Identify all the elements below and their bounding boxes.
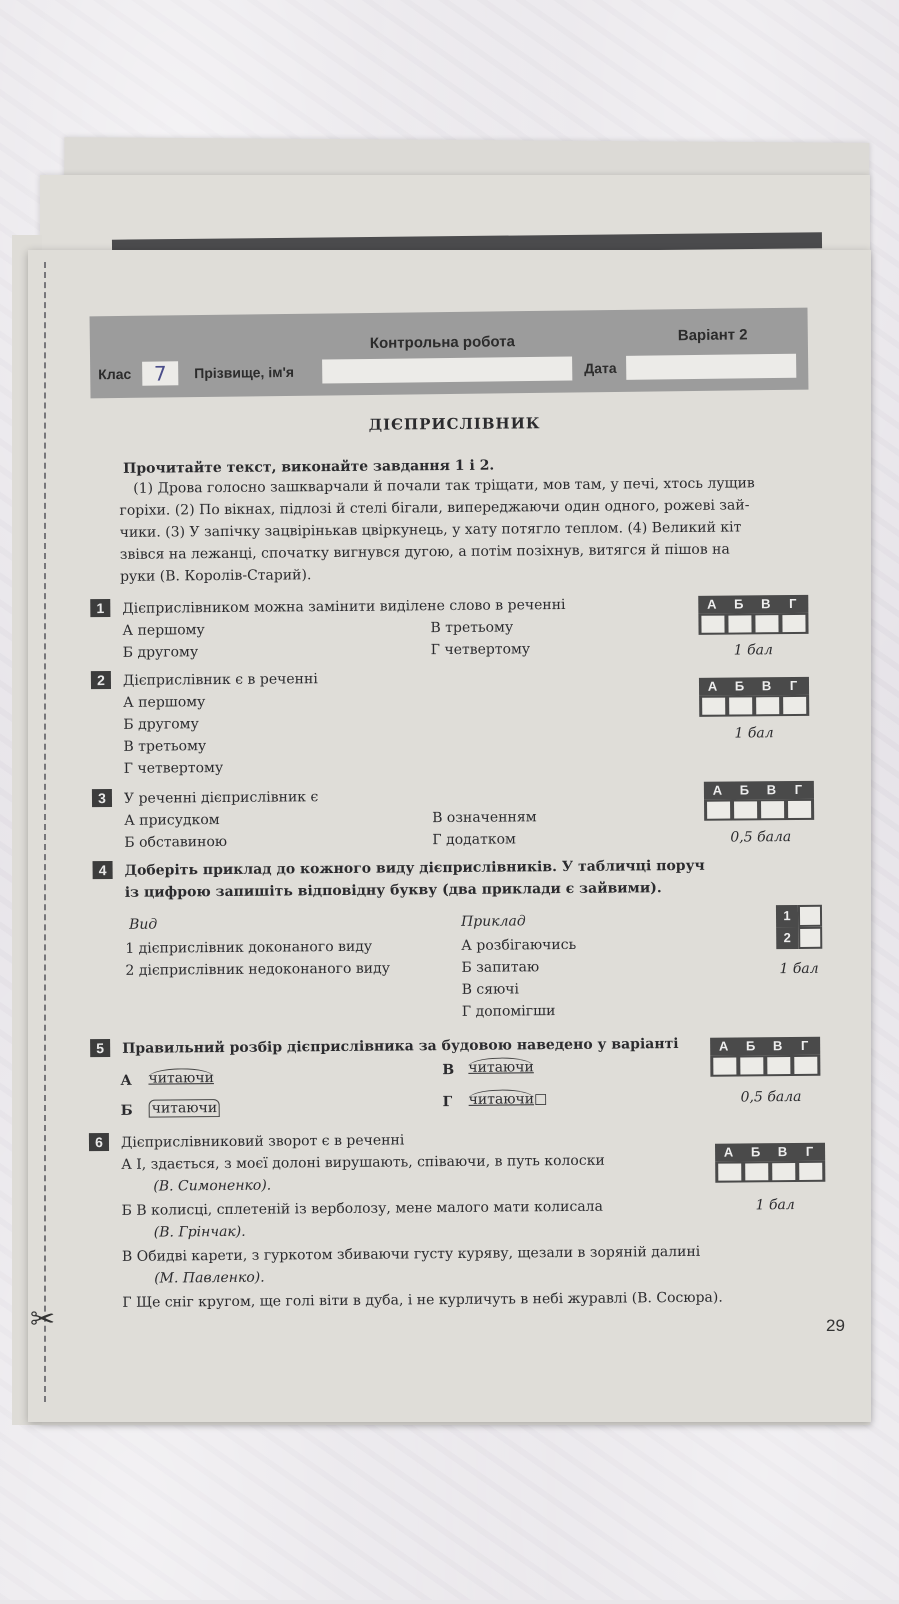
answer-grid[interactable]: А Б В Г	[710, 1037, 820, 1077]
task-question: Правильний розбір дієприслівника за будовою наведено у варіанті	[122, 1036, 679, 1057]
task-number: 1	[90, 599, 110, 619]
task-number: 5	[90, 1039, 110, 1059]
class-label: Клас	[98, 365, 132, 383]
option-a-author: (В. Симоненко).	[153, 1177, 272, 1195]
points: 0,5 бала	[740, 1088, 802, 1106]
instruction: Прочитайте текст, виконайте завдання 1 і 2.	[123, 457, 495, 477]
option-a-letter: А	[120, 1072, 132, 1089]
kind-row: 2 дієприслівник недоконаного виду	[125, 960, 390, 979]
answer-grid[interactable]: А Б В Г	[704, 781, 814, 821]
option-a-word: читаючи	[148, 1070, 214, 1087]
option-c: В третьому	[430, 619, 514, 637]
answer-grid[interactable]: А Б В Г	[715, 1143, 825, 1183]
topic-heading: ДІЄПРИСЛІВНИК	[368, 414, 541, 434]
example-b: Б запитаю	[461, 959, 540, 976]
option-b: Б В колисці, сплетеній із верболозу, мене малого мати колисала	[121, 1198, 603, 1219]
task-number: 2	[91, 671, 111, 691]
option-c: В означенням	[432, 809, 537, 827]
option-c-word: читаючи	[468, 1059, 534, 1076]
text-line: горіхи. (2) По вікнах, підлозі й стелі бігали, випереджаючи один одного, рожеві зай-	[119, 497, 750, 519]
option-d-word: читаючи□	[468, 1091, 548, 1108]
points: 1 бал	[734, 725, 774, 742]
option-a: А присудком	[124, 812, 220, 829]
name-label: Прізвище, ім'я	[194, 363, 295, 382]
task-question: із цифрою запишіть відповідну букву (два приклади є зайвими).	[124, 880, 662, 901]
option-c-author: (М. Павленко).	[154, 1269, 265, 1287]
text-line: руки (В. Королів-Старий).	[119, 567, 312, 585]
scissors-icon: ✂	[30, 1302, 56, 1337]
task-question: У реченні дієприслівник є	[123, 789, 319, 807]
variant-label: Варіант 2	[677, 326, 748, 345]
task-number: 6	[89, 1133, 109, 1153]
option-b: Б другому	[122, 644, 199, 661]
option-b: Б другому	[123, 716, 199, 733]
option-d: Г додатком	[432, 831, 516, 849]
answer-grid[interactable]: А Б В Г	[699, 677, 809, 717]
date-label: Дата	[584, 359, 617, 377]
option-c: В третьому	[123, 738, 207, 755]
text-line: чики. (3) У запічку зацвірінькав цвіркунець, у хату потягло теплом. (4) Великий кіт	[119, 519, 742, 541]
option-b-author: (В. Грінчак).	[153, 1223, 246, 1241]
example-d: Г допомігши	[461, 1003, 556, 1020]
task-question: Дієприслівниковий зворот є в реченні	[120, 1132, 405, 1151]
option-d: Г четвертому	[123, 759, 224, 777]
page-number: 29	[826, 1316, 845, 1335]
points: 0,5 бала	[730, 829, 792, 846]
points: 1 бал	[755, 1197, 795, 1214]
class-field[interactable]: 7	[142, 361, 178, 385]
option-b: Б обставиною	[124, 833, 228, 851]
task-question: Дієприслівник є в реченні	[122, 671, 318, 689]
text-line: (1) Дрова голосно зашкварчали й почали так тріщати, мов там, у печі, хтось лущив	[133, 475, 755, 497]
option-c-letter: В	[442, 1061, 455, 1079]
match-grid[interactable]: 1 2	[776, 905, 822, 949]
task-number: 4	[93, 861, 113, 881]
option-d-letter: Г	[442, 1093, 453, 1111]
points: 1 бал	[779, 960, 819, 978]
points: 1 бал	[733, 642, 773, 659]
header-title: Контрольна робота	[369, 333, 516, 352]
option-b-word: читаючи	[149, 1098, 221, 1119]
option-d: Г Ще сніг кругом, ще голі віти в дуба, і не курличуть в небі журавлі (В. Сосюра).	[122, 1289, 723, 1311]
option-a: А першому	[122, 622, 205, 639]
example-a: А розбігаючись	[461, 936, 577, 954]
column-header: Приклад	[460, 913, 526, 930]
example-c: В сяючі	[461, 981, 520, 998]
option-a: А першому	[123, 694, 206, 711]
answer-grid[interactable]: А Б В Г	[698, 595, 808, 635]
option-d: Г четвертому	[430, 641, 531, 659]
task-number: 3	[92, 789, 112, 809]
task-question: Дієприслівником можна замінити виділене слово в реченні	[122, 596, 566, 617]
column-header: Вид	[129, 916, 158, 933]
option-b-letter: Б	[120, 1102, 133, 1119]
task-question: Доберіть приклад до кожного виду дієприслівників. У табличці поруч	[124, 857, 705, 879]
kind-row: 1 дієприслівник доконаного виду	[125, 938, 373, 957]
option-a: А І, здається, з моєї долоні вирушають, співаючи, в путь колоски	[121, 1152, 605, 1173]
text-line: звівся на лежанці, спочатку вигнувся дугою, а потім позіхнув, витягся й пішов на	[119, 541, 730, 563]
option-c: В Обидві карети, з гуркотом збиваючи густу куряву, щезали в зоряній далині	[121, 1243, 701, 1265]
